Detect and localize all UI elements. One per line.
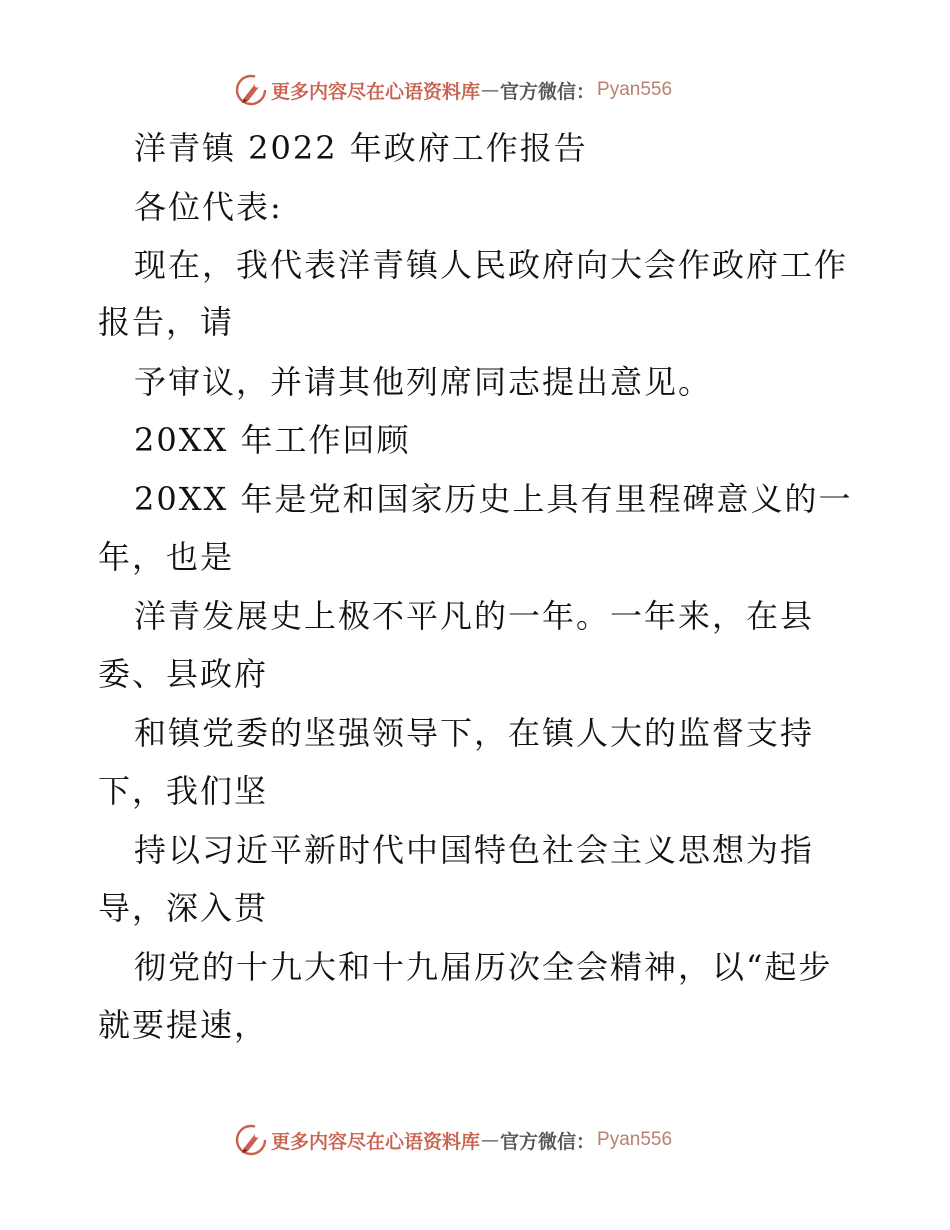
watermark-dash: — bbox=[481, 1129, 500, 1151]
watermark-brand: 更多内容尽在心语资料库 bbox=[271, 1130, 481, 1153]
header-watermark bbox=[235, 72, 672, 108]
watermark-wechat-label: 官方微信： bbox=[500, 80, 596, 103]
footer-watermark bbox=[235, 1122, 672, 1158]
watermark-brand: 更多内容尽在心语资料库 bbox=[271, 80, 481, 103]
watermark-wechat-id: Pyan556 bbox=[597, 1129, 673, 1150]
watermark-dash: — bbox=[481, 79, 500, 101]
text-line: 年，也是 bbox=[98, 538, 235, 576]
pen-logo-icon bbox=[235, 1124, 267, 1156]
text-line: 委、县政府 bbox=[98, 655, 269, 693]
watermark-wechat-label: 官方微信： bbox=[500, 1130, 596, 1153]
text-line: 下，我们坚 bbox=[98, 772, 269, 810]
section-heading: 20XX 年工作回顾 bbox=[134, 421, 411, 459]
text-line: 和镇党委的坚强领导下，在镇人大的监督支持 bbox=[134, 714, 815, 752]
text-line: 现在，我代表洋青镇人民政府向大会作政府工作 bbox=[134, 246, 849, 284]
text-line: 予审议，并请其他列席同志提出意见。 bbox=[134, 363, 713, 401]
text-line: 导，深入贯 bbox=[98, 889, 269, 927]
watermark-wechat-id: Pyan556 bbox=[597, 79, 673, 100]
text-line: 洋青发展史上极不平凡的一年。一年来，在县 bbox=[134, 597, 815, 635]
text-line: 报告，请 bbox=[98, 303, 235, 341]
text-line: 彻党的十九大和十九届历次全会精神，以“起步 bbox=[134, 948, 833, 986]
text-line: 就要提速， bbox=[98, 1006, 269, 1044]
pen-logo-icon bbox=[235, 74, 267, 106]
text-line: 持以习近平新时代中国特色社会主义思想为指 bbox=[134, 831, 815, 869]
document-title: 洋青镇 2022 年政府工作报告 bbox=[134, 129, 588, 167]
salutation: 各位代表: bbox=[134, 188, 283, 226]
text-line: 20XX 年是党和国家历史上具有里程碑意义的一 bbox=[134, 480, 853, 518]
